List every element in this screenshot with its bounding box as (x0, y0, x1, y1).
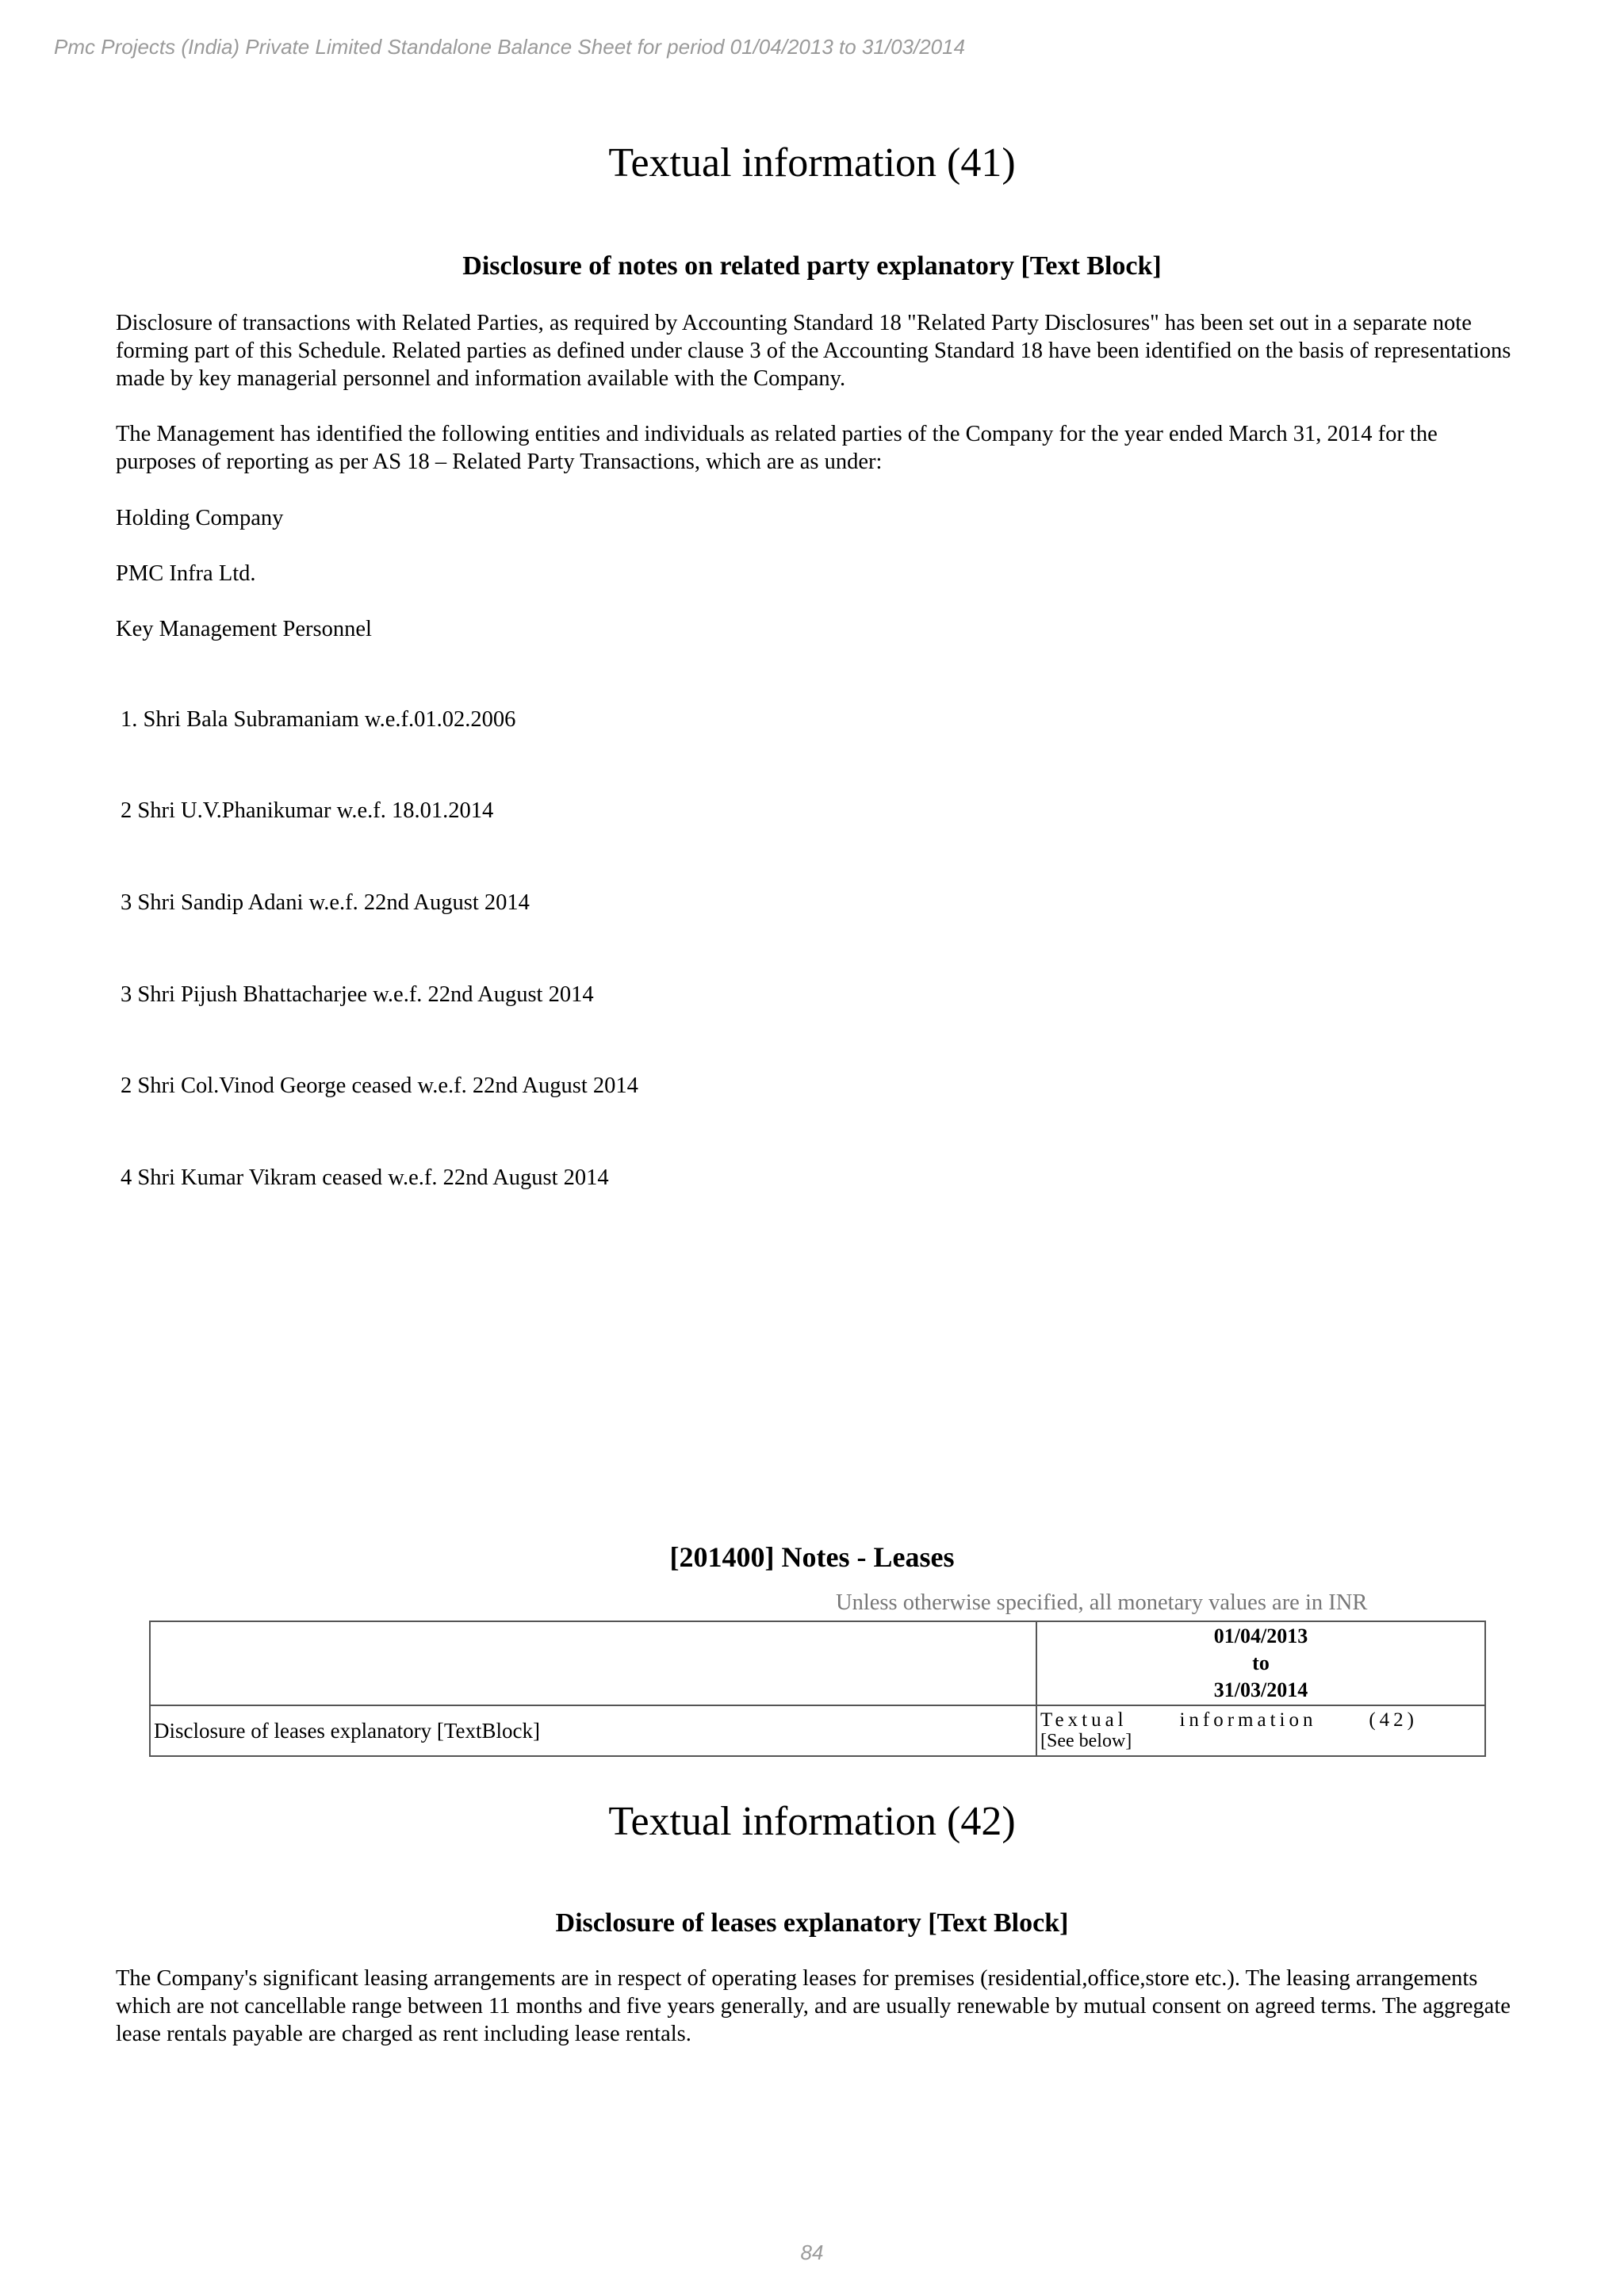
kmp-list-item: 4 Shri Kumar Vikram ceased w.e.f. 22nd August 2014 (121, 1165, 609, 1190)
row-value-word: Textual (1040, 1709, 1128, 1731)
holding-company-label: Holding Company (116, 506, 284, 530)
leases-paragraph-1: The Company's significant leasing arrangements are in respect of operating leases for premises (residential,office,store etc.). The leasing arrangements which are not cancellable range between 11 months and five years generally, and are usually renewable by mutual consent on agreed terms. The aggregate lease rentals payable are charged as rent including lease rentals. (116, 1966, 1511, 2046)
table-header-row (150, 1621, 1485, 1705)
period-header-cell (1036, 1621, 1485, 1705)
kmp-list-item: 3 Shri Pijush Bhattacharjee w.e.f. 22nd August 2014 (121, 982, 594, 1007)
running-header: Pmc Projects (India) Private Limited Standalone Balance Sheet for period 01/04/2013 to 31/03/2014 (54, 35, 966, 59)
section-41-subtitle: Disclosure of notes on related party explanatory [Text Block] (462, 251, 1162, 281)
row-value-word: (42) (1369, 1709, 1418, 1731)
section-42-title: Textual information (42) (608, 1799, 1016, 1844)
row-value-word: information (1179, 1709, 1317, 1731)
related-party-paragraph-2: The Management has identified the following entities and individuals as related parties of the Company for the year ended March 31, 2014 for the purposes of reporting as per AS 18 – Related Party Transactions, which are as under: (116, 422, 1438, 474)
kmp-list-item: 2 Shri Col.Vinod George ceased w.e.f. 22nd August 2014 (121, 1073, 638, 1098)
page-number: 84 (800, 2241, 824, 2264)
leases-table (149, 1621, 1486, 1757)
period-to: 31/03/2014 (1213, 1678, 1308, 1701)
section-42-subtitle: Disclosure of leases explanatory [Text Block] (555, 1908, 1069, 1938)
related-party-paragraph-1: Disclosure of transactions with Related Parties, as required by Accounting Standard 18 "Related Party Disclosures" has been set out in a separate note forming part of this Schedule. Related parties as defined under clause 3 of the Accounting Standard 18 have been identified on the basis of representations made by key managerial personnel and information available with the Company. (116, 311, 1511, 391)
row-label: Disclosure of leases explanatory [TextBlock] (150, 1705, 1036, 1756)
kmp-label: Key Management Personnel (116, 617, 372, 641)
row-value (1036, 1705, 1485, 1756)
period-to-word: to (1252, 1651, 1270, 1674)
kmp-list-item: 1. Shri Bala Subramaniam w.e.f.01.02.2006 (121, 707, 516, 732)
period-from: 01/04/2013 (1213, 1624, 1308, 1647)
header-blank-cell (150, 1621, 1036, 1705)
kmp-list-item: 2 Shri U.V.Phanikumar w.e.f. 18.01.2014 (121, 798, 494, 823)
see-below-note: [See below] (1040, 1731, 1132, 1751)
section-41-title: Textual information (41) (608, 140, 1016, 186)
holding-company-name: PMC Infra Ltd. (116, 561, 256, 586)
kmp-list-item: 3 Shri Sandip Adani w.e.f. 22nd August 2014 (121, 890, 530, 915)
unit-note: Unless otherwise specified, all monetary values are in INR (836, 1590, 1368, 1615)
notes-leases-title: [201400] Notes - Leases (669, 1541, 955, 1573)
table-row (150, 1705, 1485, 1756)
